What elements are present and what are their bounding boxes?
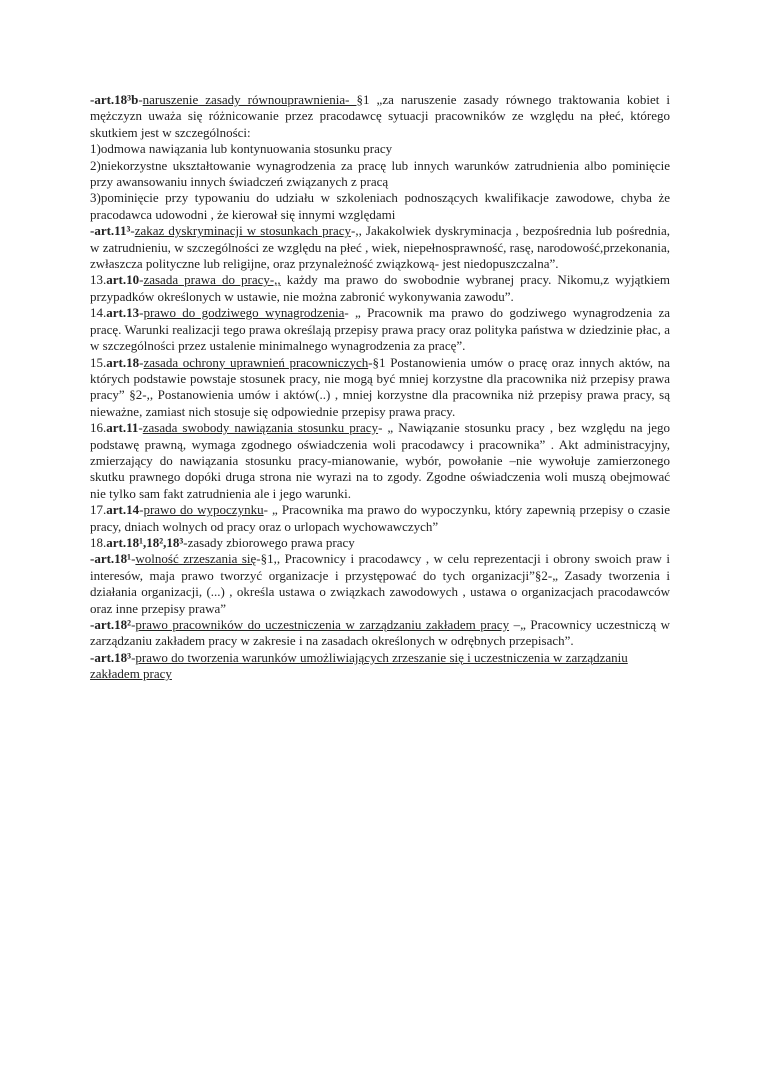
text-run: - (138, 420, 143, 436)
article-ref: art.18¹,18²,18³ (106, 534, 184, 550)
article-ref: -art.18³b (90, 92, 139, 107)
item-number: 18. (90, 534, 107, 550)
text-run: każdy ma prawo do swobodnie wybranej pracy. Nikomu,z wyjątkiem przypadków określonych w ustawie, nie można zabronić wykonywania zawodu”. (90, 272, 670, 304)
paragraph-15-art-18 (90, 355, 670, 421)
paragraph-art-18-3b (90, 92, 670, 141)
text-run: -§1 Postanowienia umów o pracę oraz innych aktów, na których podstawie powstaje stosunek pracy, nie mogą być mniej korzystne dla pracownika niż przepisy prawa pracy” §2-,, Postanowienia umów i aktów(..) , mniej korzystne dla pracownika niż przepisy prawa pracy, są nieważne, zamiast nich stosuje się odpowiednie przepisy prawa pracy. (90, 354, 670, 419)
paragraph-art-18-2 (90, 617, 670, 650)
article-ref: -art.18¹ (90, 551, 132, 567)
article-heading: zakaz dyskryminacji w stosunkach pracy (134, 223, 351, 239)
item-number: 17. (90, 502, 107, 518)
paragraph-16-art-11 (90, 420, 670, 502)
text-run: - (139, 305, 144, 321)
paragraph-14-art-13 (90, 305, 670, 354)
item-number: 13. (90, 272, 107, 288)
text-run: 3)pominięcie przy typowaniu do udziału w szkoleniach podnoszących kwalifikacje zawodowe, chyba że pracodawca udowodni , że kierował się innymi względami (90, 190, 670, 222)
text-run: - (139, 502, 144, 518)
paragraph-13-art-10 (90, 272, 670, 305)
item-number: 14. (90, 305, 107, 321)
text-run: -,, Jakakolwiek dyskryminacja , bezpośrednia lub pośrednia, w zatrudnieniu, w szczególności ze względu na płeć , wiek, niepełnosprawność, rasę, narodowość,przekonania, zwłaszcza polityczne lub religijne, oraz przynależność związkową- jest niedopuszczalna”. (90, 223, 671, 272)
document-body (90, 92, 670, 683)
list-item-1 (90, 141, 670, 157)
text-run: - (131, 551, 136, 567)
text-run: - „ Nawiązanie stosunku pracy , bez względu na jego podstawę prawną, wymaga zgodnego oświadczenia woli pracodawcy i pracownika” . Akt administracyjny, zmierzający do nawiązania stosunku pracy-mianowanie, wybór, powołanie –nie wywołuje zamierzonego skutku prawnego dopóki druga strona nie wyrazi na to zgody. Zgodne oświadczenia woli muszą obejmować nie tylko sam fakt zatrudnienia ale i jego warunki. (90, 420, 670, 501)
text-run: §1 „za naruszenie zasady równego traktowania kobiet i mężczyzn uważa się różnicowanie przez pracodawcę sytuacji pracowników ze względu na płeć, którego skutkiem jest w szczególności: (90, 92, 670, 140)
paragraph-art-11-3 (90, 223, 670, 272)
article-heading: prawo do godziwego wynagrodzenia (143, 305, 345, 321)
article-ref: art.13 (106, 305, 140, 321)
list-item-3 (90, 190, 670, 223)
text-run: 2)niekorzystne ukształtowanie wynagrodzenia za pracę lub innych warunków zatrudnienia albo pominięcie przy awansowaniu innych świadczeń związanych z pracą (90, 157, 670, 190)
paragraph-18-collective-law (90, 535, 670, 551)
article-heading: naruszenie zasady równouprawnienia- (142, 92, 357, 107)
article-ref: -art.11³ (90, 223, 131, 239)
article-heading: prawo do wypoczynku (143, 502, 264, 518)
article-ref: art.14 (106, 502, 140, 518)
text-run: - (131, 649, 136, 665)
text-run: - (139, 272, 144, 288)
paragraph-art-18-1 (90, 551, 670, 617)
article-heading: zasada swobody nawiązania stosunku pracy (142, 420, 379, 436)
text-run: -§1,, Pracownicy i pracodawcy , w celu reprezentacji i obrony swoich praw i interesów, maja prawo tworzyć organizacje i przystępować do tych organizacji”§2-„ Zasady tworzenia i działania organizacji, (...) , określa ustawa o związkach zawodowych , ustawa o organizacjach pracodawców oraz inne przepisy prawa” (90, 551, 671, 616)
text-run: - „ Pracownika ma prawo do wypoczynku, który zapewnią przepisy o czasie pracy, dniach wolnych od pracy oraz o urlopach wychowawczych” (90, 502, 671, 534)
text-run: - (139, 354, 144, 370)
item-number: 15. (90, 354, 107, 370)
text-run: - (131, 617, 136, 632)
article-ref: art.18 (106, 354, 140, 370)
article-heading: zasada ochrony uprawnień pracowniczych (143, 354, 369, 370)
article-ref: -art.18³ (90, 649, 132, 665)
text-run: - (130, 223, 135, 239)
article-ref: art.10 (106, 272, 140, 288)
text-run: -zasady zbiorowego prawa pracy (183, 534, 355, 550)
article-ref: art.11 (106, 420, 139, 436)
article-heading: zasada prawa do pracy-,, (143, 272, 281, 288)
article-ref: -art.18² (90, 617, 132, 632)
article-heading: wolność zrzeszania się (135, 551, 257, 567)
article-heading: prawo do tworzenia warunków umożliwiających zrzeszanie się i uczestniczenia w zarządzaniu zakładem pracy (90, 649, 628, 682)
list-item-2 (90, 158, 670, 191)
text-run: –„ Pracownicy uczestniczą w zarządzaniu zakładem pracy w zakresie i na zasadach określonych w odrębnych przepisach”. (90, 617, 671, 649)
text-run: - (138, 92, 143, 107)
text-run: - „ Pracownik ma prawo do godziwego wynagrodzenia za pracę. Warunki realizacji tego prawa określają przepisy prawa pracy oraz polityka państwa w dziedzinie płac, a w szczególności przez ustalenie minimalnego wynagrodzenia za pracę”. (90, 305, 670, 354)
paragraph-17-art-14 (90, 502, 670, 535)
paragraph-art-18-3 (90, 650, 670, 683)
text-run: 1)odmowa nawiązania lub kontynuowania stosunku pracy (90, 141, 393, 157)
article-heading: prawo pracowników do uczestniczenia w zarządzaniu zakładem pracy (135, 617, 510, 632)
item-number: 16. (90, 420, 107, 436)
